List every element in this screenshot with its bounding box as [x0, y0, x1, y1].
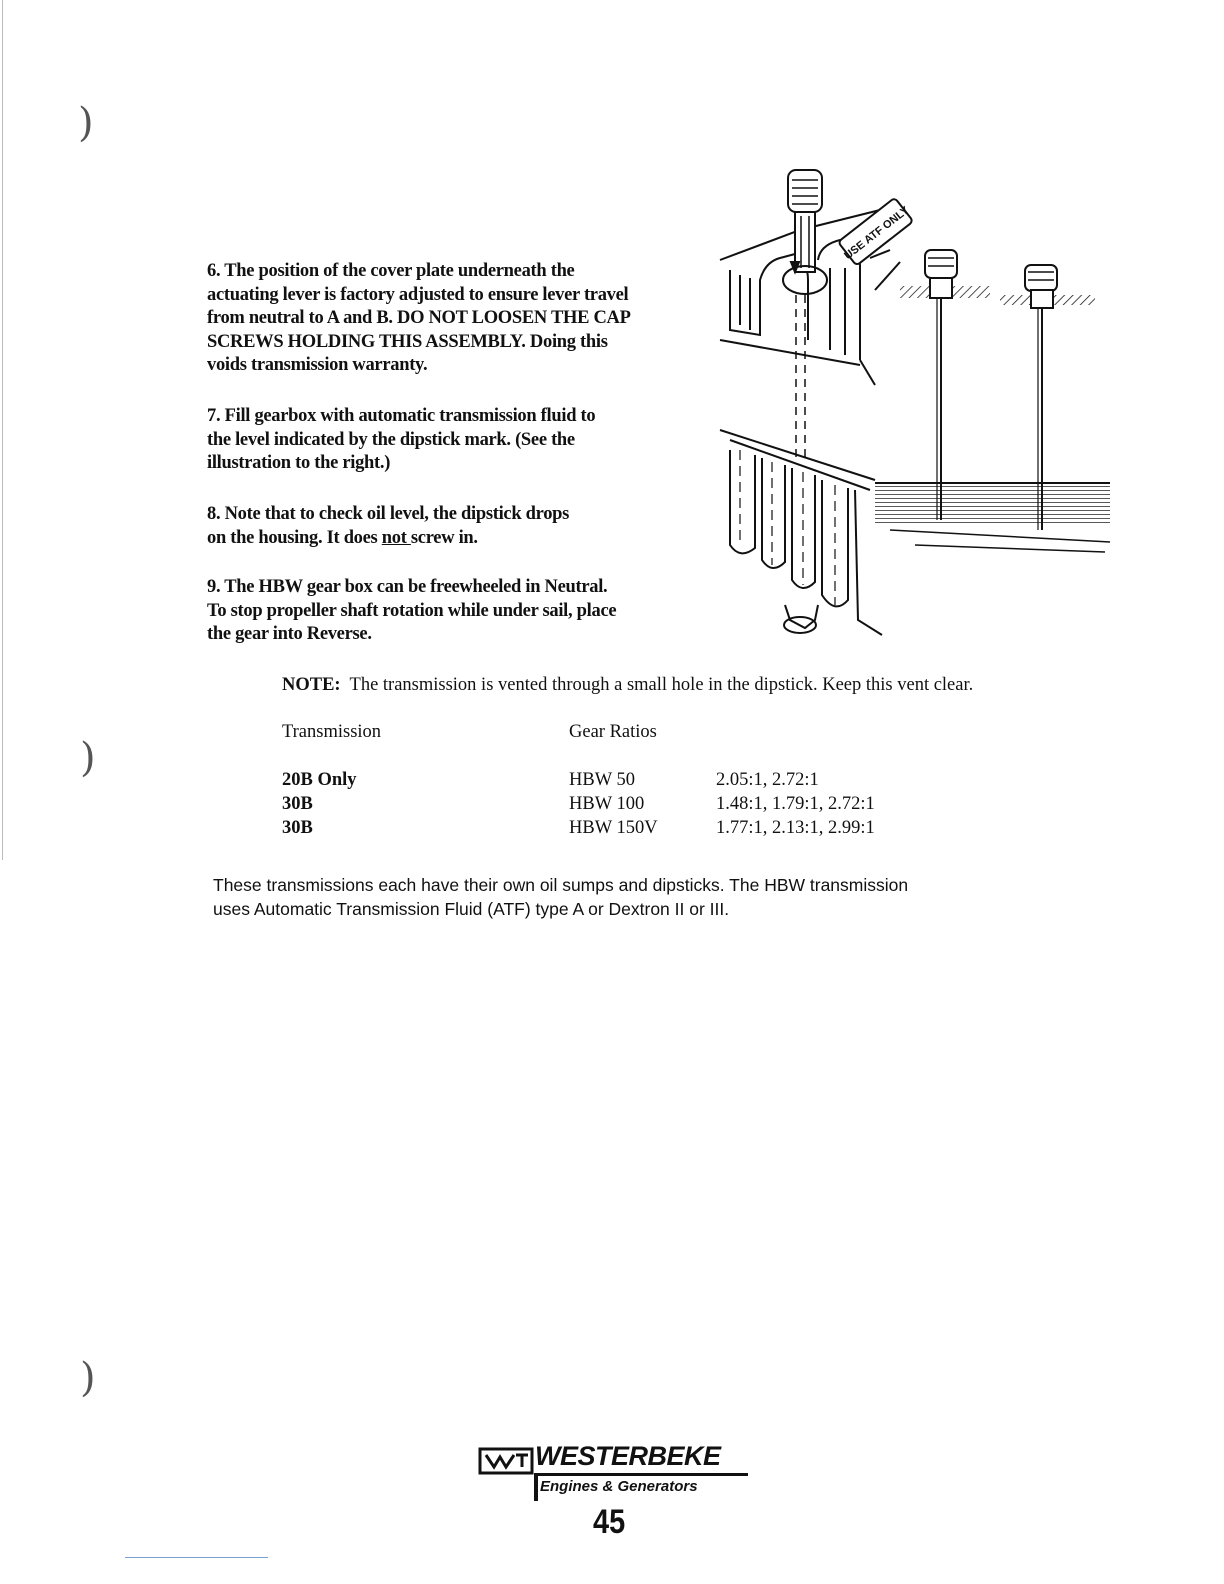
step-6: [207, 260, 687, 378]
step-6-line: voids transmission warranty.: [207, 355, 428, 375]
step-9-line: the gear into Reverse.: [207, 624, 372, 644]
step-7-line: the level indicated by the dipstick mark. (See the: [207, 429, 575, 450]
note-label: NOTE:: [282, 675, 341, 695]
housing-bottom: [720, 430, 882, 635]
row-3-transmission: 30B: [282, 818, 313, 838]
step-9-line: To stop propeller shaft rotation while under sail, place: [207, 600, 617, 621]
step-6-line: 6. The position of the cover plate underneath the: [207, 261, 575, 281]
footer-rule: [125, 1557, 268, 1558]
atf-label: [835, 195, 916, 267]
step-9-line: 9. The HBW gear box can be freewheeled in Neutral.: [207, 577, 608, 597]
page-edge-line: [2, 0, 3, 860]
dipstick-middle: [900, 250, 990, 520]
summary-paragraph: [213, 873, 1053, 921]
step-7-line: 7. Fill gearbox with automatic transmission fluid to: [207, 406, 596, 426]
row-3-model: HBW 150V: [569, 818, 658, 838]
step-8-line: 8. Note that to check oil level, the dipstick drops: [207, 504, 570, 524]
oil-level: [875, 483, 1110, 552]
brand-name: WESTERBEKE: [535, 1441, 721, 1471]
row-1-ratios: 2.05:1, 2.72:1: [716, 770, 819, 790]
step-7: [207, 405, 687, 476]
row-1-model: HBW 50: [569, 770, 635, 790]
row-3-ratios: 1.77:1, 2.13:1, 2.99:1: [716, 818, 875, 838]
header-transmission: Transmission: [282, 722, 382, 742]
step-6-line: SCREWS HOLDING THIS ASSEMBLY. Doing this: [207, 331, 608, 352]
row-1-transmission: 20B Only: [282, 770, 357, 790]
page-number: 45: [593, 1503, 626, 1541]
dipstick-left: [783, 170, 827, 460]
step-7-line: illustration to the right.): [207, 453, 391, 473]
step-9: [207, 576, 687, 647]
step-6-line: actuating lever is factory adjusted to ensure lever travel: [207, 284, 629, 305]
margin-mark: ): [80, 735, 96, 781]
dipstick-illustration: [700, 150, 1120, 650]
row-2-transmission: 30B: [282, 794, 313, 814]
vent-note: [282, 673, 1082, 697]
step-8: [207, 503, 687, 550]
atf-label-text: USE ATF ONLY: [842, 204, 912, 263]
margin-mark: ): [80, 1355, 96, 1401]
header-gear-ratios: Gear Ratios: [569, 722, 657, 742]
brand-tagline: Engines & Generators: [540, 1478, 698, 1495]
note-text: The transmission is vented through a small hole in the dipstick. Keep this vent clear.: [349, 675, 974, 695]
emphasis-not: not: [381, 527, 411, 548]
summary-line: uses Automatic Transmission Fluid (ATF) type A or Dextron II or III.: [213, 899, 730, 919]
step-6-line: from neutral to A and B. DO NOT LOOSEN THE CAP: [207, 308, 631, 328]
step-8-line: on the housing. It does not screw in.: [207, 527, 478, 548]
margin-mark: ): [78, 100, 94, 146]
row-2-model: HBW 100: [569, 794, 645, 814]
summary-line: These transmissions each have their own oil sumps and dipsticks. The HBW transmission: [213, 875, 909, 895]
row-2-ratios: 1.48:1, 1.79:1, 2.72:1: [716, 794, 875, 814]
